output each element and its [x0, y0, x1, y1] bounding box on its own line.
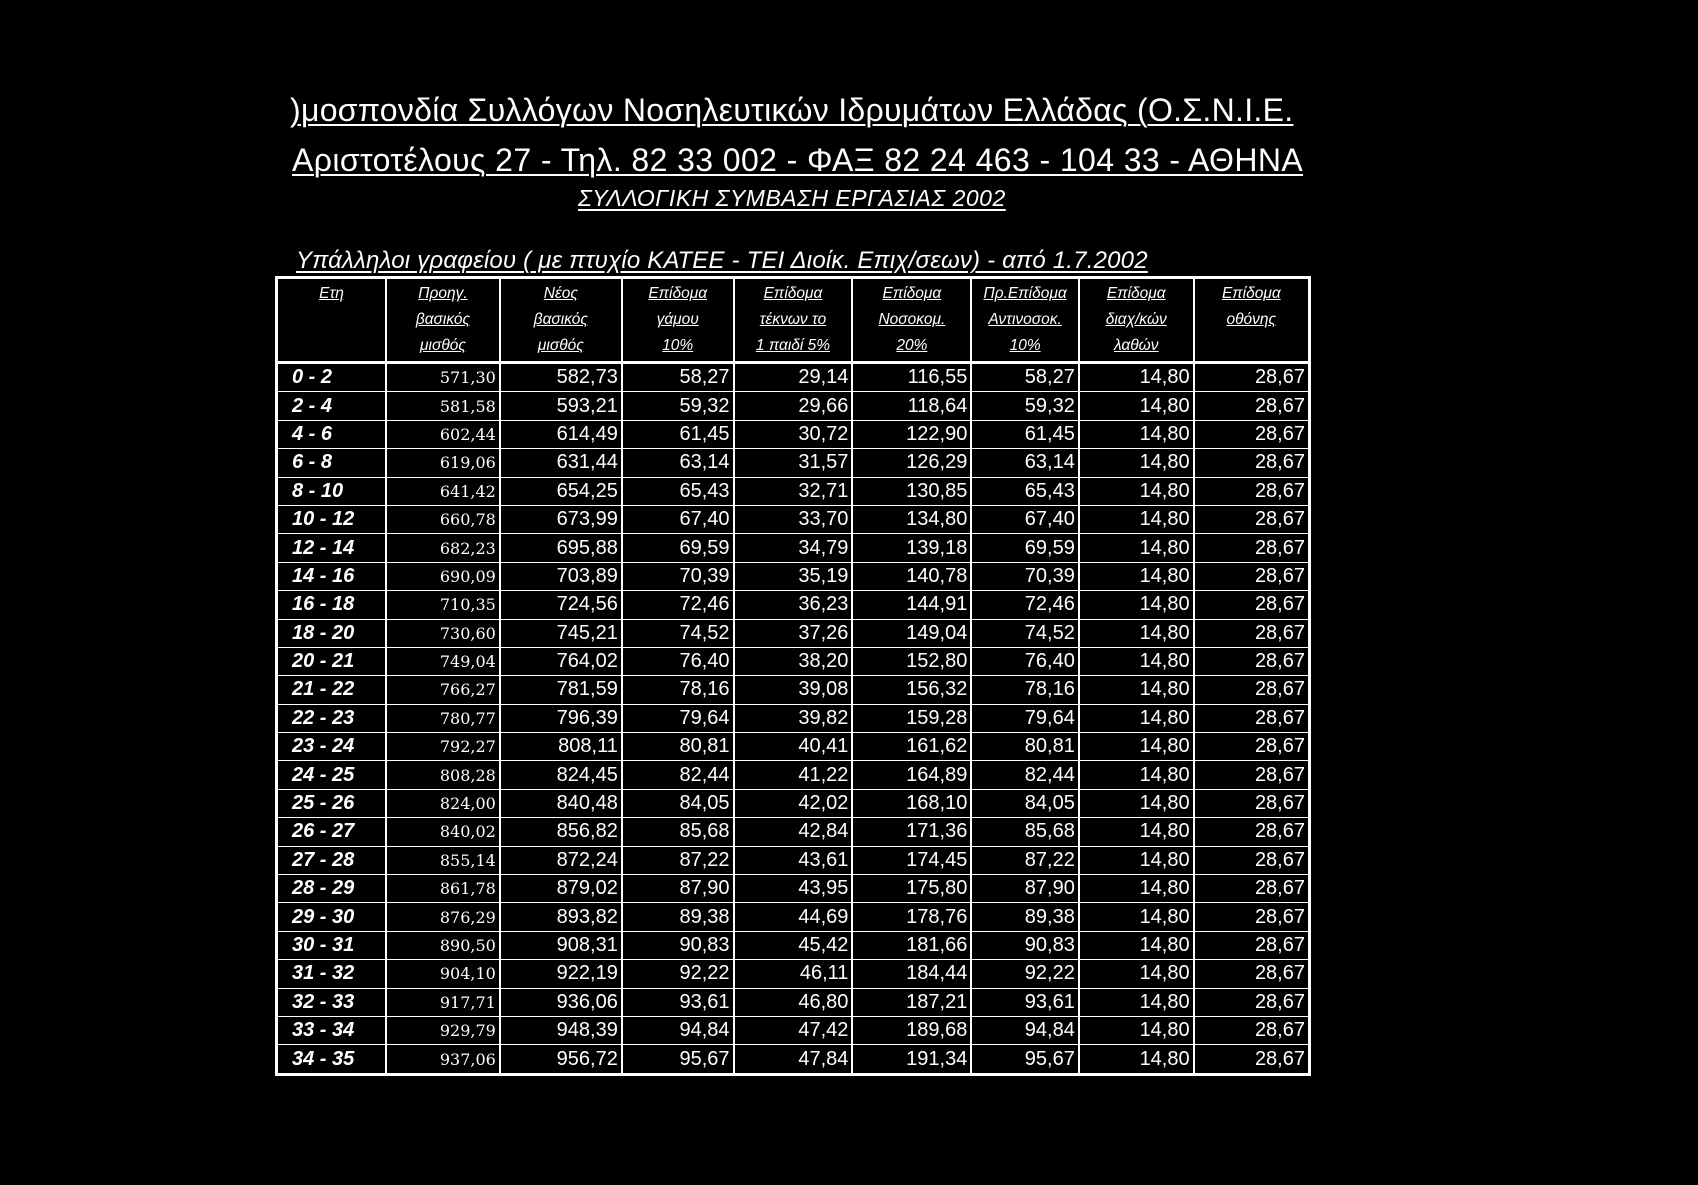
years-range-cell: 18 - 20 — [277, 619, 387, 647]
hospital-allowance-cell: 174,45 — [852, 846, 971, 874]
screen-allowance-cell: 28,67 — [1194, 449, 1310, 477]
new-base-salary-cell: 695,88 — [500, 534, 622, 562]
cash-handling-allowance-cell: 14,80 — [1079, 591, 1194, 619]
years-range-cell: 31 - 32 — [277, 960, 387, 988]
cash-handling-allowance-cell: 14,80 — [1079, 818, 1194, 846]
previous-base-salary-cell: 824,00 — [386, 789, 500, 817]
new-base-salary-cell: 614,49 — [500, 420, 622, 448]
table-row — [277, 761, 1310, 789]
hospital-allowance-cell: 144,91 — [852, 591, 971, 619]
screen-allowance-cell: 28,67 — [1194, 1045, 1310, 1074]
years-range-cell: 29 - 30 — [277, 903, 387, 931]
screen-allowance-cell: 28,67 — [1194, 818, 1310, 846]
years-range-cell: 10 - 12 — [277, 505, 387, 533]
years-range-cell: 26 - 27 — [277, 818, 387, 846]
previous-base-salary-cell: 937,06 — [386, 1045, 500, 1074]
years-range-cell: 12 - 14 — [277, 534, 387, 562]
new-base-salary-cell: 948,39 — [500, 1016, 622, 1044]
hospital-allowance-cell: 184,44 — [852, 960, 971, 988]
column-header-marriage-allowance — [622, 278, 734, 363]
years-range-cell: 34 - 35 — [277, 1045, 387, 1074]
marriage-allowance-cell: 80,81 — [622, 733, 734, 761]
previous-base-salary-cell: 682,23 — [386, 534, 500, 562]
screen-allowance-cell: 28,67 — [1194, 505, 1310, 533]
new-base-salary-cell: 840,48 — [500, 789, 622, 817]
cash-handling-allowance-cell: 14,80 — [1079, 562, 1194, 590]
column-header-new-base-salary — [500, 278, 622, 363]
anti-hospital-allowance-cell: 67,40 — [971, 505, 1079, 533]
anti-hospital-allowance-cell: 59,32 — [971, 392, 1079, 420]
anti-hospital-allowance-cell: 90,83 — [971, 931, 1079, 959]
new-base-salary-cell: 724,56 — [500, 591, 622, 619]
children-allowance-cell: 32,71 — [734, 477, 853, 505]
previous-base-salary-cell: 690,09 — [386, 562, 500, 590]
anti-hospital-allowance-cell: 76,40 — [971, 647, 1079, 675]
children-allowance-cell: 44,69 — [734, 903, 853, 931]
column-header-previous-base-salary — [386, 278, 500, 363]
years-range-cell: 2 - 4 — [277, 392, 387, 420]
marriage-allowance-cell: 78,16 — [622, 676, 734, 704]
children-allowance-cell: 36,23 — [734, 591, 853, 619]
anti-hospital-allowance-cell: 94,84 — [971, 1016, 1079, 1044]
new-base-salary-cell: 872,24 — [500, 846, 622, 874]
cash-handling-allowance-cell: 14,80 — [1079, 392, 1194, 420]
new-base-salary-cell: 582,73 — [500, 363, 622, 392]
screen-allowance-cell: 28,67 — [1194, 363, 1310, 392]
column-header-hospital-allowance — [852, 278, 971, 363]
cash-handling-allowance-cell: 14,80 — [1079, 761, 1194, 789]
previous-base-salary-cell: 749,04 — [386, 647, 500, 675]
children-allowance-cell: 40,41 — [734, 733, 853, 761]
new-base-salary-cell: 631,44 — [500, 449, 622, 477]
children-allowance-cell: 33,70 — [734, 505, 853, 533]
marriage-allowance-cell: 87,22 — [622, 846, 734, 874]
hospital-allowance-cell: 191,34 — [852, 1045, 971, 1074]
marriage-allowance-cell: 72,46 — [622, 591, 734, 619]
cash-handling-allowance-cell: 14,80 — [1079, 1045, 1194, 1074]
table-body — [277, 363, 1310, 1075]
hospital-allowance-cell: 168,10 — [852, 789, 971, 817]
anti-hospital-allowance-cell: 85,68 — [971, 818, 1079, 846]
table-row — [277, 449, 1310, 477]
table-row — [277, 846, 1310, 874]
children-allowance-cell: 43,61 — [734, 846, 853, 874]
agreement-title: ΣΥΛΛΟΓΙΚΗ ΣΥΜΒΑΣΗ ΕΡΓΑΣΙΑΣ 2002 — [578, 185, 1006, 211]
anti-hospital-allowance-cell: 95,67 — [971, 1045, 1079, 1074]
hospital-allowance-cell: 130,85 — [852, 477, 971, 505]
table-row — [277, 931, 1310, 959]
column-header-line: 10% — [1009, 337, 1041, 354]
hospital-allowance-cell: 149,04 — [852, 619, 971, 647]
previous-base-salary-cell: 929,79 — [386, 1016, 500, 1044]
years-range-cell: 21 - 22 — [277, 676, 387, 704]
children-allowance-cell: 31,57 — [734, 449, 853, 477]
marriage-allowance-cell: 93,61 — [622, 988, 734, 1016]
marriage-allowance-cell: 79,64 — [622, 704, 734, 732]
cash-handling-allowance-cell: 14,80 — [1079, 647, 1194, 675]
column-header-line: 1 παιδί 5% — [755, 337, 831, 354]
anti-hospital-allowance-cell: 58,27 — [971, 363, 1079, 392]
column-header-line: γάμου — [656, 311, 699, 328]
hospital-allowance-cell: 122,90 — [852, 420, 971, 448]
column-header-cash-handling-allowance — [1079, 278, 1194, 363]
column-header-line: μισθός — [537, 337, 584, 354]
column-header-children-allowance — [734, 278, 853, 363]
column-header-line: Επίδομα — [1106, 285, 1166, 302]
screen-allowance-cell: 28,67 — [1194, 591, 1310, 619]
cash-handling-allowance-cell: 14,80 — [1079, 449, 1194, 477]
children-allowance-cell: 29,14 — [734, 363, 853, 392]
anti-hospital-allowance-cell: 93,61 — [971, 988, 1079, 1016]
table-row — [277, 704, 1310, 732]
cash-handling-allowance-cell: 14,80 — [1079, 619, 1194, 647]
cash-handling-allowance-cell: 14,80 — [1079, 704, 1194, 732]
cash-handling-allowance-cell: 14,80 — [1079, 505, 1194, 533]
cash-handling-allowance-cell: 14,80 — [1079, 1016, 1194, 1044]
screen-allowance-cell: 28,67 — [1194, 534, 1310, 562]
marriage-allowance-cell: 95,67 — [622, 1045, 734, 1074]
children-allowance-cell: 39,08 — [734, 676, 853, 704]
previous-base-salary-cell: 660,78 — [386, 505, 500, 533]
anti-hospital-allowance-cell: 79,64 — [971, 704, 1079, 732]
previous-base-salary-cell: 917,71 — [386, 988, 500, 1016]
column-header-line: Επίδομα — [882, 285, 942, 302]
column-header-line: βασικός — [415, 311, 471, 328]
column-header-line: 10% — [662, 337, 694, 354]
new-base-salary-cell: 893,82 — [500, 903, 622, 931]
marriage-allowance-cell: 58,27 — [622, 363, 734, 392]
table-row — [277, 818, 1310, 846]
previous-base-salary-cell: 890,50 — [386, 931, 500, 959]
previous-base-salary-cell: 641,42 — [386, 477, 500, 505]
column-header-years — [277, 278, 387, 363]
years-range-cell: 16 - 18 — [277, 591, 387, 619]
column-header-line: Νέος — [543, 285, 578, 302]
column-header-line: Πρ.Επίδομα — [983, 285, 1067, 302]
cash-handling-allowance-cell: 14,80 — [1079, 960, 1194, 988]
years-range-cell: 32 - 33 — [277, 988, 387, 1016]
children-allowance-cell: 42,84 — [734, 818, 853, 846]
table-row — [277, 534, 1310, 562]
marriage-allowance-cell: 82,44 — [622, 761, 734, 789]
anti-hospital-allowance-cell: 61,45 — [971, 420, 1079, 448]
years-range-cell: 6 - 8 — [277, 449, 387, 477]
marriage-allowance-cell: 94,84 — [622, 1016, 734, 1044]
column-header-line: οθόνης — [1226, 311, 1277, 328]
marriage-allowance-cell: 85,68 — [622, 818, 734, 846]
table-row — [277, 619, 1310, 647]
new-base-salary-cell: 703,89 — [500, 562, 622, 590]
cash-handling-allowance-cell: 14,80 — [1079, 733, 1194, 761]
table-row — [277, 960, 1310, 988]
table-row — [277, 988, 1310, 1016]
children-allowance-cell: 34,79 — [734, 534, 853, 562]
hospital-allowance-cell: 139,18 — [852, 534, 971, 562]
previous-base-salary-cell: 581,58 — [386, 392, 500, 420]
new-base-salary-cell: 654,25 — [500, 477, 622, 505]
screen-allowance-cell: 28,67 — [1194, 875, 1310, 903]
table-row — [277, 562, 1310, 590]
marriage-allowance-cell: 69,59 — [622, 534, 734, 562]
new-base-salary-cell: 879,02 — [500, 875, 622, 903]
screen-allowance-cell: 28,67 — [1194, 704, 1310, 732]
table-row — [277, 676, 1310, 704]
table-title: Υπάλληλοι γραφείου ( με πτυχίο ΚΑΤΕΕ - ΤΕΙ Διοίκ. Επιχ/σεων) - από 1.7.2002 — [296, 247, 1148, 274]
marriage-allowance-cell: 76,40 — [622, 647, 734, 675]
previous-base-salary-cell: 792,27 — [386, 733, 500, 761]
hospital-allowance-cell: 175,80 — [852, 875, 971, 903]
new-base-salary-cell: 936,06 — [500, 988, 622, 1016]
screen-allowance-cell: 28,67 — [1194, 903, 1310, 931]
anti-hospital-allowance-cell: 63,14 — [971, 449, 1079, 477]
column-header-line: μισθός — [420, 337, 466, 354]
children-allowance-cell: 42,02 — [734, 789, 853, 817]
salary-table — [275, 276, 1311, 1076]
screen-allowance-cell: 28,67 — [1194, 647, 1310, 675]
anti-hospital-allowance-cell: 74,52 — [971, 619, 1079, 647]
marriage-allowance-cell: 70,39 — [622, 562, 734, 590]
children-allowance-cell: 45,42 — [734, 931, 853, 959]
years-range-cell: 8 - 10 — [277, 477, 387, 505]
hospital-allowance-cell: 140,78 — [852, 562, 971, 590]
new-base-salary-cell: 781,59 — [500, 676, 622, 704]
column-header-line: 20% — [896, 337, 928, 354]
children-allowance-cell: 37,26 — [734, 619, 853, 647]
children-allowance-cell: 46,11 — [734, 960, 853, 988]
marriage-allowance-cell: 65,43 — [622, 477, 734, 505]
anti-hospital-allowance-cell: 92,22 — [971, 960, 1079, 988]
children-allowance-cell: 29,66 — [734, 392, 853, 420]
table-row — [277, 477, 1310, 505]
marriage-allowance-cell: 67,40 — [622, 505, 734, 533]
hospital-allowance-cell: 118,64 — [852, 392, 971, 420]
new-base-salary-cell: 796,39 — [500, 704, 622, 732]
years-range-cell: 14 - 16 — [277, 562, 387, 590]
column-header-line: Αντινοσοκ. — [988, 311, 1062, 328]
children-allowance-cell: 35,19 — [734, 562, 853, 590]
column-header-anti-hospital-allowance — [971, 278, 1079, 363]
marriage-allowance-cell: 89,38 — [622, 903, 734, 931]
screen-allowance-cell: 28,67 — [1194, 761, 1310, 789]
anti-hospital-allowance-cell: 87,22 — [971, 846, 1079, 874]
previous-base-salary-cell: 861,78 — [386, 875, 500, 903]
years-range-cell: 27 - 28 — [277, 846, 387, 874]
children-allowance-cell: 46,80 — [734, 988, 853, 1016]
hospital-allowance-cell: 189,68 — [852, 1016, 971, 1044]
children-allowance-cell: 41,22 — [734, 761, 853, 789]
new-base-salary-cell: 808,11 — [500, 733, 622, 761]
anti-hospital-allowance-cell: 72,46 — [971, 591, 1079, 619]
previous-base-salary-cell: 571,30 — [386, 363, 500, 392]
previous-base-salary-cell: 619,06 — [386, 449, 500, 477]
cash-handling-allowance-cell: 14,80 — [1079, 534, 1194, 562]
new-base-salary-cell: 593,21 — [500, 392, 622, 420]
new-base-salary-cell: 956,72 — [500, 1045, 622, 1074]
children-allowance-cell: 39,82 — [734, 704, 853, 732]
table-header-row — [277, 278, 1310, 363]
organization-name: )μοσπονδία Συλλόγων Νοσηλευτικών Ιδρυμάτων Ελλάδας (Ο.Σ.Ν.Ι.Ε. — [290, 92, 1294, 128]
hospital-allowance-cell: 134,80 — [852, 505, 971, 533]
children-allowance-cell: 47,42 — [734, 1016, 853, 1044]
column-header-line: Ετη — [319, 285, 344, 302]
cash-handling-allowance-cell: 14,80 — [1079, 676, 1194, 704]
table-row — [277, 591, 1310, 619]
column-header-line: βασικός — [533, 311, 588, 328]
column-header-line: Επίδομα — [763, 285, 823, 302]
screen-allowance-cell: 28,67 — [1194, 960, 1310, 988]
new-base-salary-cell: 673,99 — [500, 505, 622, 533]
previous-base-salary-cell: 602,44 — [386, 420, 500, 448]
hospital-allowance-cell: 187,21 — [852, 988, 971, 1016]
anti-hospital-allowance-cell: 80,81 — [971, 733, 1079, 761]
previous-base-salary-cell: 780,77 — [386, 704, 500, 732]
screen-allowance-cell: 28,67 — [1194, 562, 1310, 590]
marriage-allowance-cell: 63,14 — [622, 449, 734, 477]
new-base-salary-cell: 764,02 — [500, 647, 622, 675]
years-range-cell: 24 - 25 — [277, 761, 387, 789]
marriage-allowance-cell: 87,90 — [622, 875, 734, 903]
hospital-allowance-cell: 164,89 — [852, 761, 971, 789]
hospital-allowance-cell: 156,32 — [852, 676, 971, 704]
column-header-line: διαχ/κών — [1105, 311, 1167, 328]
marriage-allowance-cell: 90,83 — [622, 931, 734, 959]
marriage-allowance-cell: 74,52 — [622, 619, 734, 647]
years-range-cell: 28 - 29 — [277, 875, 387, 903]
column-header-line: Νοσοκομ. — [878, 311, 946, 328]
new-base-salary-cell: 856,82 — [500, 818, 622, 846]
cash-handling-allowance-cell: 14,80 — [1079, 903, 1194, 931]
cash-handling-allowance-cell: 14,80 — [1079, 846, 1194, 874]
previous-base-salary-cell: 904,10 — [386, 960, 500, 988]
new-base-salary-cell: 922,19 — [500, 960, 622, 988]
new-base-salary-cell: 745,21 — [500, 619, 622, 647]
anti-hospital-allowance-cell: 65,43 — [971, 477, 1079, 505]
previous-base-salary-cell: 730,60 — [386, 619, 500, 647]
previous-base-salary-cell: 710,35 — [386, 591, 500, 619]
children-allowance-cell: 47,84 — [734, 1045, 853, 1074]
cash-handling-allowance-cell: 14,80 — [1079, 789, 1194, 817]
cash-handling-allowance-cell: 14,80 — [1079, 363, 1194, 392]
table-row — [277, 647, 1310, 675]
screen-allowance-cell: 28,67 — [1194, 676, 1310, 704]
marriage-allowance-cell: 92,22 — [622, 960, 734, 988]
hospital-allowance-cell: 152,80 — [852, 647, 971, 675]
new-base-salary-cell: 824,45 — [500, 761, 622, 789]
screen-allowance-cell: 28,67 — [1194, 619, 1310, 647]
screen-allowance-cell: 28,67 — [1194, 789, 1310, 817]
previous-base-salary-cell: 808,28 — [386, 761, 500, 789]
organization-address: Αριστοτέλους 27 - Τηλ. 82 33 002 - ΦΑΞ 82 24 463 - 104 33 - ΑΘΗΝΑ — [292, 142, 1304, 178]
anti-hospital-allowance-cell: 78,16 — [971, 676, 1079, 704]
cash-handling-allowance-cell: 14,80 — [1079, 988, 1194, 1016]
new-base-salary-cell: 908,31 — [500, 931, 622, 959]
hospital-allowance-cell: 181,66 — [852, 931, 971, 959]
anti-hospital-allowance-cell: 69,59 — [971, 534, 1079, 562]
hospital-allowance-cell: 159,28 — [852, 704, 971, 732]
years-range-cell: 0 - 2 — [277, 363, 387, 392]
marriage-allowance-cell: 59,32 — [622, 392, 734, 420]
table-row — [277, 363, 1310, 392]
table-row — [277, 505, 1310, 533]
years-range-cell: 20 - 21 — [277, 647, 387, 675]
years-range-cell: 4 - 6 — [277, 420, 387, 448]
screen-allowance-cell: 28,67 — [1194, 988, 1310, 1016]
cash-handling-allowance-cell: 14,80 — [1079, 931, 1194, 959]
table-row — [277, 1045, 1310, 1074]
table-row — [277, 420, 1310, 448]
previous-base-salary-cell: 855,14 — [386, 846, 500, 874]
screen-allowance-cell: 28,67 — [1194, 420, 1310, 448]
column-header-line: λαθών — [1114, 337, 1159, 354]
anti-hospital-allowance-cell: 70,39 — [971, 562, 1079, 590]
screen-allowance-cell: 28,67 — [1194, 846, 1310, 874]
table-row — [277, 903, 1310, 931]
anti-hospital-allowance-cell: 82,44 — [971, 761, 1079, 789]
children-allowance-cell: 30,72 — [734, 420, 853, 448]
cash-handling-allowance-cell: 14,80 — [1079, 477, 1194, 505]
table-row — [277, 875, 1310, 903]
screen-allowance-cell: 28,67 — [1194, 477, 1310, 505]
column-header-line: Επίδομα — [1221, 285, 1281, 302]
hospital-allowance-cell: 171,36 — [852, 818, 971, 846]
marriage-allowance-cell: 84,05 — [622, 789, 734, 817]
anti-hospital-allowance-cell: 84,05 — [971, 789, 1079, 817]
years-range-cell: 30 - 31 — [277, 931, 387, 959]
hospital-allowance-cell: 161,62 — [852, 733, 971, 761]
previous-base-salary-cell: 840,02 — [386, 818, 500, 846]
marriage-allowance-cell: 61,45 — [622, 420, 734, 448]
cash-handling-allowance-cell: 14,80 — [1079, 420, 1194, 448]
years-range-cell: 33 - 34 — [277, 1016, 387, 1044]
screen-allowance-cell: 28,67 — [1194, 733, 1310, 761]
column-header-screen-allowance — [1194, 278, 1310, 363]
screen-allowance-cell: 28,67 — [1194, 392, 1310, 420]
screen-allowance-cell: 28,67 — [1194, 1016, 1310, 1044]
previous-base-salary-cell: 766,27 — [386, 676, 500, 704]
table-row — [277, 392, 1310, 420]
table-row — [277, 1016, 1310, 1044]
anti-hospital-allowance-cell: 89,38 — [971, 903, 1079, 931]
table-row — [277, 789, 1310, 817]
years-range-cell: 23 - 24 — [277, 733, 387, 761]
children-allowance-cell: 43,95 — [734, 875, 853, 903]
children-allowance-cell: 38,20 — [734, 647, 853, 675]
hospital-allowance-cell: 126,29 — [852, 449, 971, 477]
hospital-allowance-cell: 116,55 — [852, 363, 971, 392]
years-range-cell: 25 - 26 — [277, 789, 387, 817]
previous-base-salary-cell: 876,29 — [386, 903, 500, 931]
years-range-cell: 22 - 23 — [277, 704, 387, 732]
column-header-line: τέκνων το — [759, 311, 827, 328]
column-header-line: Προηγ. — [418, 285, 468, 302]
screen-allowance-cell: 28,67 — [1194, 931, 1310, 959]
hospital-allowance-cell: 178,76 — [852, 903, 971, 931]
cash-handling-allowance-cell: 14,80 — [1079, 875, 1194, 903]
column-header-line: Επίδομα — [648, 285, 708, 302]
table-row — [277, 733, 1310, 761]
anti-hospital-allowance-cell: 87,90 — [971, 875, 1079, 903]
